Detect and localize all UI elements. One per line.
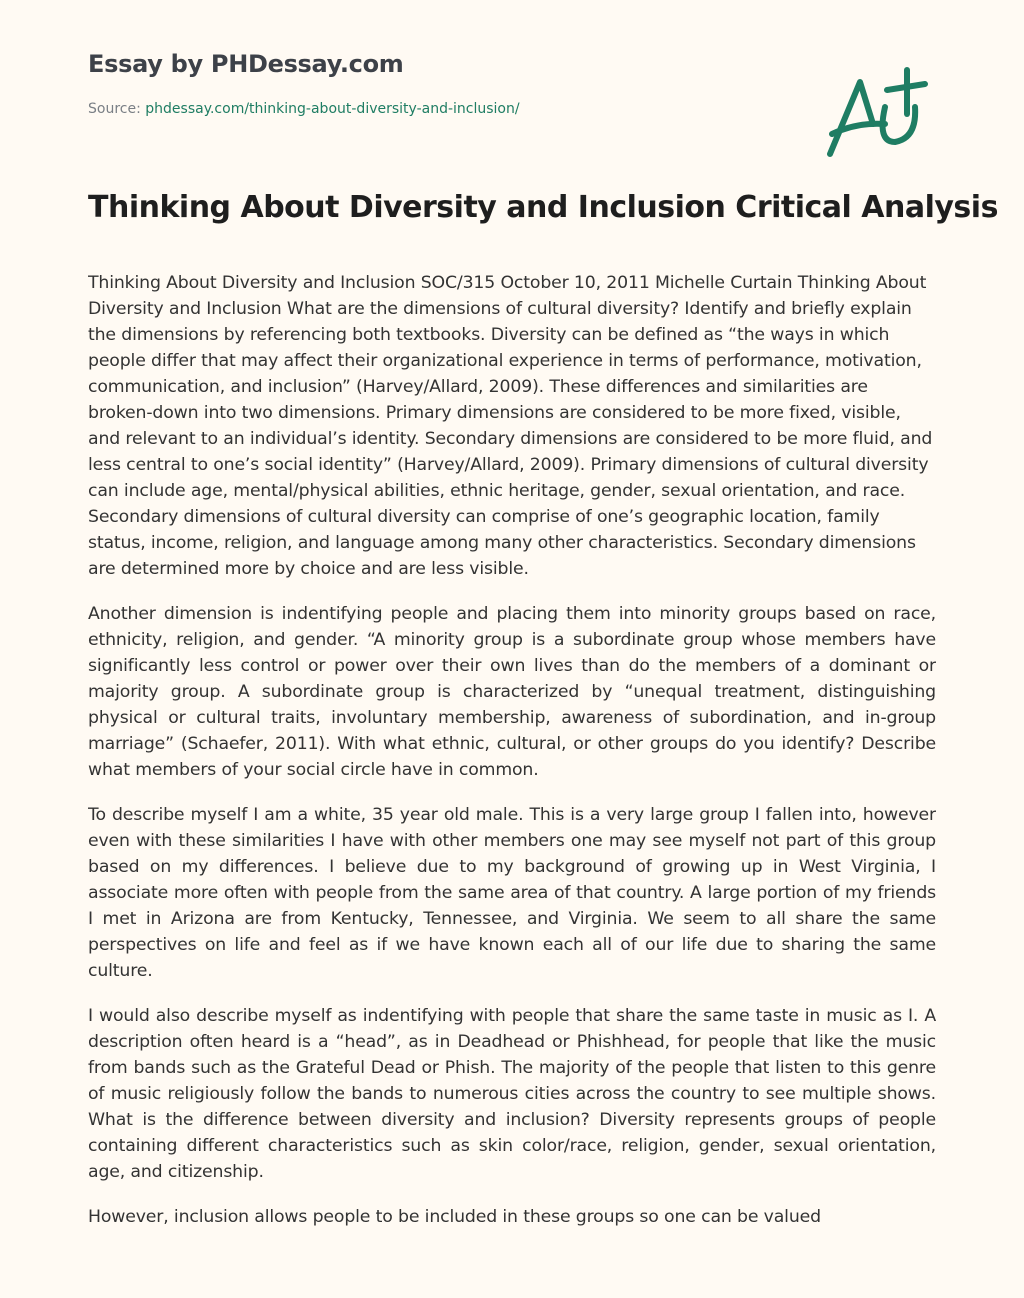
paragraph: Another dimension is indentifying people and placing them into minority groups based on race, ethnicity, religion, and gender. “A minority group is a subordinate group whose members have significantly less control or power over their own lives than do the members of a dominant or majority group. A subordinate group is characterized by “unequal treatment, distinguishing physical or cultural traits, involuntary membership, awareness of subordination, and in-group marriage” (Schaefer, 2011). With what ethnic, cultural, or other groups do you identify? Describe what members of your social circle have in common. [88,604,936,780]
paragraph: However, inclusion allows people to be included in these groups so one can be valued [88,1207,821,1227]
source-label: Source: [88,101,141,117]
essay-body [88,270,936,1280]
source-link[interactable]: phdessay.com/thinking-about-diversity-and-inclusion/ [145,101,520,117]
page-title: Thinking About Diversity and Inclusion Critical Analysis [88,190,998,225]
paragraph: Thinking About Diversity and Inclusion SOC/315 October 10, 2011 Michelle Curtain Thinking About Diversity and Inclusion What are the dimensions of cultural diversity? Identify and briefly explain the dimensions by referencing both textbooks. Diversity can be defined as “the ways in which people differ that may affect their organizational experience in terms of performance, motivation, communication, and inclusion” (Harvey/Allard, 2009). These differences and similarities are broken-down into two dimensions. Primary dimensions are considered to be more fixed, visible, and relevant to an individual’s identity. Secondary dimensions are considered to be more fluid, and less central to one’s social identity” (Harvey/Allard, 2009). Primary dimensions of cultural diversity can include age, mental/physical abilities, ethnic heritage, gender, sexual orientation, and race. Secondary dimensions of cultural diversity can comprise of one’s geographic location, family status, income, religion, and language among many other characteristics. Secondary dimensions are determined more by choice and are less visible. [88,273,933,579]
source-line [88,101,520,117]
site-brand: Essay by PHDessay.com [88,50,404,78]
paragraph: To describe myself I am a white, 35 year old male. This is a very large group I fallen into, however even with these similarities I have with other members one may see myself not part of this group based on my differences. I believe due to my background of growing up in West Virginia, I associate more often with people from the same area of that country. A large portion of my friends I met in Arizona are from Kentucky, Tennessee, and Virginia. We seem to all share the same perspectives on life and feel as if we have known each all of our life due to sharing the same culture. [88,805,936,981]
a-plus-logo-icon [815,62,935,162]
paragraph: I would also describe myself as indentifying with people that share the same taste in music as I. A description often heard is a “head”, as in Deadhead or Phishhead, for people that like the music from bands such as the Grateful Dead or Phish. The majority of the people that listen to this genre of music religiously follow the bands to numerous cities across the country to see multiple shows. What is the difference between diversity and inclusion? Diversity represents groups of people containing different characteristics such as skin color/race, religion, gender, sexual orientation, age, and citizenship. [88,1006,936,1182]
